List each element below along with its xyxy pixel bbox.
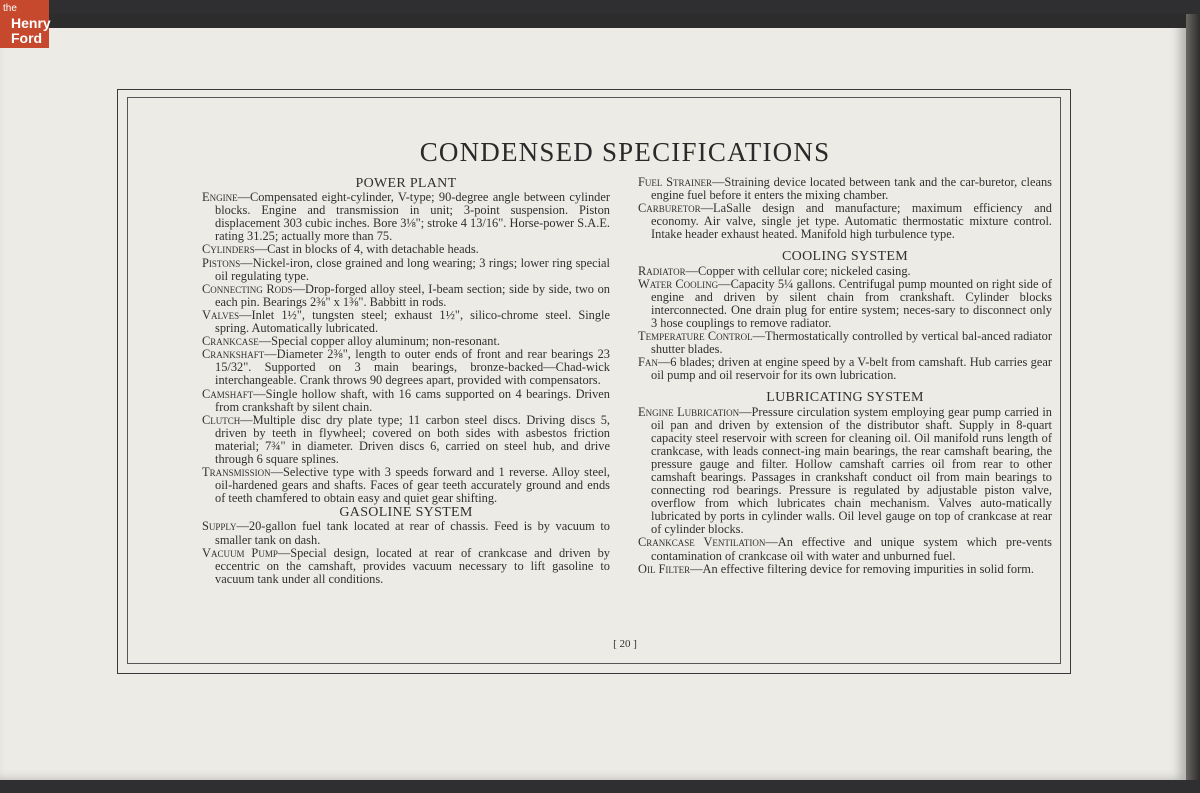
spec-fuel-strainer	[638, 176, 1052, 202]
spec-vacuum-pump	[202, 547, 610, 586]
spec-carburetor	[638, 202, 1052, 241]
spec-text: —LaSalle design and manufacture; maximum efficiency and economy. Air valve, single jet type. Automatic thermostatic mixture control. Intake header exhaust heated. Manifold high turbulence type.	[651, 201, 1052, 242]
page-number: [ 20 ]	[613, 638, 637, 650]
right-column	[638, 176, 1052, 576]
spec-term: Cylinders	[202, 242, 255, 257]
spec-camshaft	[202, 388, 610, 414]
spec-supply	[202, 520, 610, 546]
spec-term: Radiator	[638, 263, 686, 278]
spec-term: Supply	[202, 519, 237, 534]
spec-term: Connecting Rods	[202, 281, 293, 296]
spec-term: Crankcase Ventilation	[638, 535, 766, 550]
section-heading-power-plant: POWER PLANT	[355, 176, 457, 191]
spec-crankshaft	[202, 348, 610, 387]
scan-top-edge	[0, 14, 1186, 31]
spec-text: —Inlet 1½", tungsten steel; exhaust 1½", silico-chrome steel. Single spring. Automatically lubricated.	[215, 307, 610, 336]
spec-term: Vacuum Pump	[202, 545, 278, 560]
spec-text: —6 blades; driven at engine speed by a V-belt from camshaft. Hub carries gear oil pump and oil reservoir for its own lubrication.	[651, 355, 1052, 383]
spec-term: Temperature Control	[638, 329, 753, 344]
left-column	[202, 176, 610, 586]
spec-valves	[202, 309, 610, 335]
spec-engine	[202, 191, 610, 243]
spec-text: —Special copper alloy aluminum; non-resonant.	[258, 334, 500, 349]
section-heading-gasoline-system: GASOLINE SYSTEM	[339, 505, 473, 521]
section-heading-lubricating-system: LUBRICATING SYSTEM	[766, 390, 924, 406]
spec-term: Engine	[202, 190, 238, 205]
spec-term: Fuel Strainer	[638, 175, 713, 189]
spec-connecting-rods	[202, 283, 610, 309]
section-heading-cooling-system: COOLING SYSTEM	[782, 249, 908, 265]
spec-text: —Pressure circulation system employing gear pump carried in oil pan and driven by extension of the distributor shaft. Supply in 8-quart capacity steel reservoir with screen for cleaning oil. Oil manifold runs length of crankcase, with leads connect-ing main bearings, the rear camshaft bearing, the pressure gauge and filter. Hollow camshaft carries oil from rear to other camshaft bearings. Passages in crankshaft conduct oil from main bearings to connecting rod bearings. Pressure is regulated by adjustable piston valve, overflow from which lubricates chain mechanism. Valves auto-matically lubricated by ports in cylinder walls. Oil level gauge on top of crankcase at rear of cylinder blocks.	[651, 404, 1052, 537]
spec-clutch	[202, 414, 610, 466]
spec-fan	[638, 356, 1052, 382]
spec-term: Oil Filter	[638, 561, 691, 576]
spec-pistons	[202, 257, 610, 283]
spec-text: —Cast in blocks of 4, with detachable heads.	[254, 242, 479, 257]
spec-term: Engine Lubrication	[638, 404, 740, 419]
page-edge	[1186, 14, 1200, 780]
logo-the: the	[3, 3, 17, 14]
spec-engine-lubrication	[638, 406, 1052, 537]
spec-text: —An effective filtering device for removing impurities in solid form.	[690, 561, 1034, 576]
spec-term: Pistons	[202, 255, 241, 270]
spec-term: Camshaft	[202, 386, 254, 401]
spec-term: Fan	[638, 355, 658, 370]
spec-text: —Copper with cellular core; nickeled casing.	[685, 263, 911, 278]
spec-term: Water Cooling	[638, 276, 719, 291]
spec-text: —Nickel-iron, close grained and long wearing; 3 rings; lower ring special oil regulating type.	[215, 255, 610, 283]
spec-text: —Single hollow shaft, with 16 cams supported on 4 bearings. Driven from crankshaft by silent chain.	[215, 386, 610, 414]
spec-text: —Compensated eight-cylinder, V-type; 90-degree angle between cylinder blocks. Engine and transmission in unit; 3-point suspension. Piston displacement 303 cubic inches. Bore 3⅛"; stroke 4 13/16". Horse-power S.A.E. rating 31.25; actually more than 75.	[215, 190, 610, 244]
logo-ford: Ford	[11, 30, 43, 46]
spec-transmission	[202, 466, 610, 505]
logo-henry: Henry	[11, 15, 51, 31]
spec-temperature-control	[638, 330, 1052, 356]
spec-term: Valves	[202, 307, 240, 322]
spec-term: Crankshaft	[202, 347, 265, 362]
spec-term: Transmission	[202, 465, 271, 480]
spec-text: —Capacity 5¼ gallons. Centrifugal pump mounted on right side of engine and driven by silent chain from crankshaft. Cylinder blocks interconnected. One drain plug for entire system; neces-sary to disconnect only 3 hose couplings to remove radiator.	[651, 276, 1052, 330]
page-title: CONDENSED SPECIFICATIONS	[419, 137, 831, 167]
spec-text: —Special design, located at rear of crankcase and driven by eccentric on the camshaft, provides vacuum necessary to lift gasoline to vacuum tank under all conditions.	[215, 545, 610, 586]
henry-ford-logo	[0, 0, 49, 48]
spec-water-cooling	[638, 278, 1052, 330]
spec-text: —Multiple disc dry plate type; 11 carbon steel discs. Driving discs 5, driven by teeth in flywheel; covered on both sides with asbestos friction material; 7¾" in diameter. Driven discs 6, carried on steel hub, and drive through 6 square splines.	[215, 412, 610, 466]
spec-text: —Diameter 2⅜", length to outer ends of front and rear bearings 23 15/32". Supported on 3 main bearings, bronze-backed—Chad-wick interchangeable. Crank throws 90 degrees apart, provided with compensators.	[215, 347, 610, 388]
spec-oil-filter	[638, 563, 1052, 576]
spec-text: —Selective type with 3 speeds forward and 1 reverse. Alloy steel, oil-hardened gears and shafts. Faces of gear teeth accurately ground and ends of teeth chamfered to obtain easy and quiet gear shifting.	[215, 465, 610, 506]
spec-crankcase-ventilation	[638, 536, 1052, 562]
spec-term: Carburetor	[638, 201, 701, 216]
spec-text: —An effective and unique system which pre-vents contamination of crankcase oil with water and unburned fuel.	[651, 535, 1052, 563]
spec-text: —Straining device located between tank and the car-buretor, cleans engine fuel before it enters the mixing chamber.	[651, 175, 1052, 203]
spec-text: —Drop-forged alloy steel, I-beam section; side by side, two on each pin. Bearings 2⅜" x 1⅜". Babbitt in rods.	[215, 281, 610, 309]
spec-text: —20-gallon fuel tank located at rear of chassis. Feed is by vacuum to smaller tank on dash.	[215, 519, 610, 547]
spec-text: —Thermostatically controlled by vertical bal-anced radiator shutter blades.	[651, 329, 1052, 357]
spec-term: Clutch	[202, 412, 241, 427]
spec-term: Crankcase	[202, 334, 259, 349]
